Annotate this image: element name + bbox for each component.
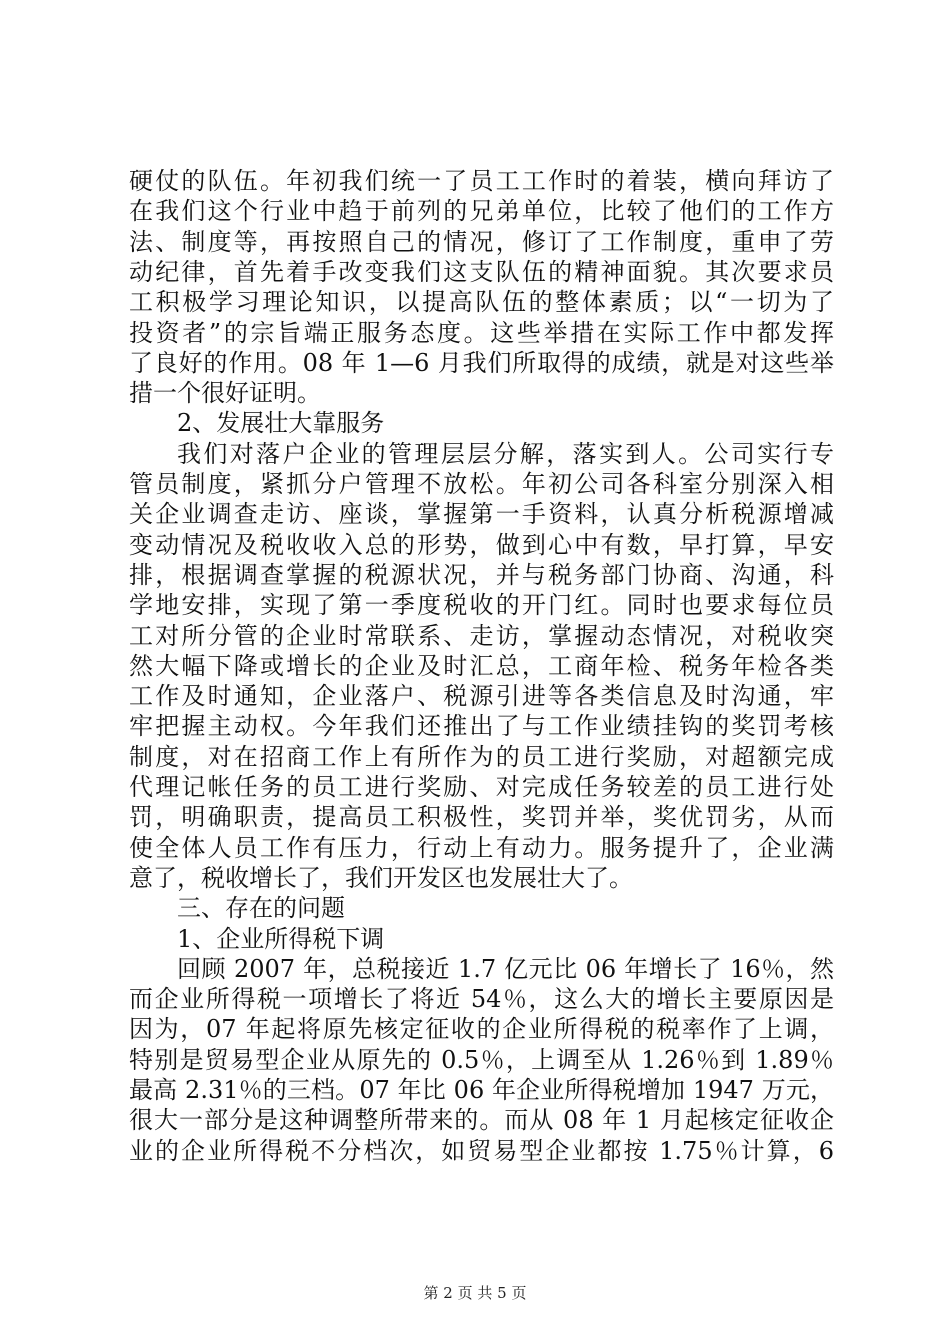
body-text-line: 变动情况及税收收入总的形势，做到心中有数，早打算，早安 [129,530,834,559]
body-text-line: 法、制度等，再按照自己的情况，修订了工作制度，重申了劳 [129,227,834,256]
body-text-line: 牢把握主动权。今年我们还推出了与工作业绩挂钩的奖罚考核 [129,712,834,741]
body-text-line: 措一个很好证明。 [129,379,321,408]
body-text-line: 工对所分管的企业时常联系、走访，掌握动态情况，对税收突 [129,621,834,650]
body-text-line: 然大幅下降或增长的企业及时汇总，工商年检、税务年检各类 [129,651,834,680]
body-text-line: 关企业调查走访、座谈，掌握第一手资料，认真分析税源增减 [129,500,834,529]
body-text-line: 而企业所得税一项增长了将近 54％，这么大的增长主要原因是 [129,985,834,1014]
body-text-line: 最高 2.31％的三档。07 年比 06 年企业所得税增加 1947 万元， [129,1076,834,1104]
subsection-heading: 1、企业所得税下调 [177,924,385,953]
body-text-line: 特别是贸易型企业从原先的 0.5％，上调至从 1.26％到 1.89％ [129,1045,834,1074]
body-text-line: 学地安排，实现了第一季度税收的开门红。同时也要求每位员 [129,591,834,620]
body-text-line: 制度，对在招商工作上有所作为的员工进行奖励，对超额完成 [129,742,834,771]
body-text-line: 工积极学习理论知识，以提高队伍的整体素质；以“一切为了 [129,288,834,317]
body-text-line: 工作及时通知，企业落户、税源引进等各类信息及时沟通，牢 [129,682,834,711]
body-text-line: 使全体人员工作有压力，行动上有动力。服务提升了，企业满 [129,833,834,862]
body-text-line: 管员制度，紧抓分户管理不放松。年初公司各科室分别深入相 [129,470,834,498]
body-text-line: 投资者”的宗旨端正服务态度。这些举措在实际工作中都发挥 [129,318,834,347]
body-text-line: 回顾 2007 年，总税接近 1.7 亿元比 06 年增长了 16％，然 [177,954,834,983]
body-text-line: 代理记帐任务的员工进行奖励、对完成任务较差的员工进行处 [129,773,834,801]
section-heading: 三、存在的问题 [177,894,345,923]
body-text-line: 动纪律，首先着手改变我们这支队伍的精神面貌。其次要求员 [129,257,834,286]
body-text-line: 在我们这个行业中趋于前列的兄弟单位，比较了他们的工作方 [129,197,834,226]
body-text-line: 业的企业所得税不分档次，如贸易型企业都按 1.75％计算，6 [129,1136,834,1165]
body-text-line: 很大一部分是这种调整所带来的。而从 08 年 1 月起核定征收企 [129,1106,834,1135]
body-text-line: 意了，税收增长了，我们开发区也发展壮大了。 [129,863,633,892]
page-number-footer: 第 2 页 共 5 页 [423,1284,527,1302]
section-heading: 2、发展壮大靠服务 [177,409,385,438]
body-text-line: 罚，明确职责，提高员工积极性，奖罚并举，奖优罚劣，从而 [129,803,834,832]
body-text-line: 因为，07 年起将原先核定征收的企业所得税的税率作了上调， [129,1015,834,1044]
body-text-line: 了良好的作用。08 年 1—6 月我们所取得的成绩，就是对这些举 [129,348,834,377]
body-text-line: 硬仗的队伍。年初我们统一了员工工作时的着装，横向拜访了 [129,167,834,195]
body-text-line: 排，根据调查掌握的税源状况，并与税务部门协商、沟通，科 [129,560,834,589]
body-text-line: 我们对落户企业的管理层层分解，落实到人。公司实行专 [177,439,834,468]
